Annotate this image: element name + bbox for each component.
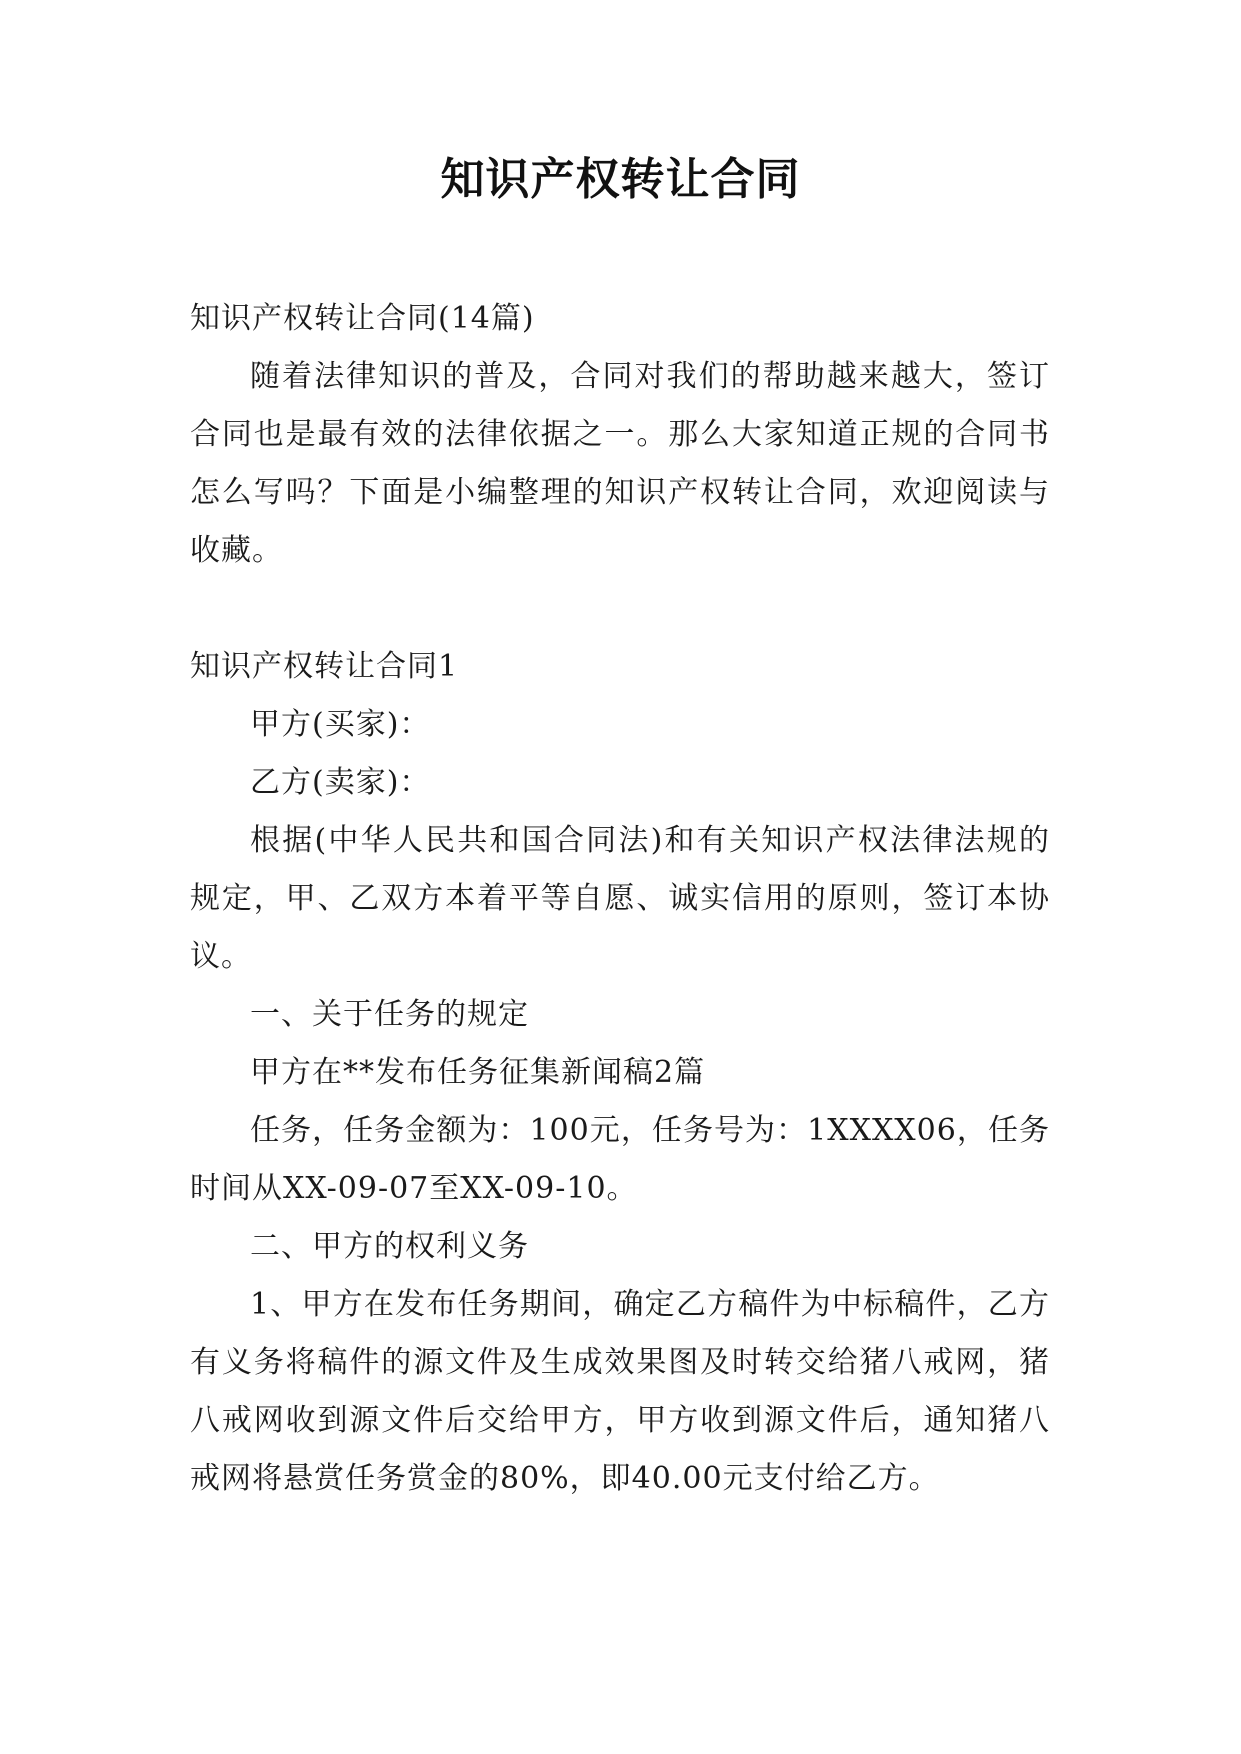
document-body xyxy=(190,290,1050,1508)
paragraph-gap xyxy=(190,580,1050,638)
task-line: 甲方在**发布任务征集新闻稿2篇 xyxy=(250,1055,706,1090)
document-title: 知识产权转让合同 xyxy=(440,154,801,205)
task-detail-paragraph: 任务，任务金额为：100元，任务号为：1XXXX06，任务时间从XX-09-07至XX-09-10。 xyxy=(190,1113,1050,1206)
basis-paragraph: 根据(中华人民共和国合同法)和有关知识产权法律法规的规定，甲、乙双方本着平等自愿、诚实信用的原则，签订本协议。 xyxy=(190,823,1050,974)
clause-2-item-1: 1、甲方在发布任务期间，确定乙方稿件为中标稿件，乙方有义务将稿件的源文件及生成效果图及时转交给猪八戒网，猪八戒网收到源文件后交给甲方，甲方收到源文件后，通知猪八戒网将悬赏任务赏金的80%，即40.00元支付给乙方。 xyxy=(190,1287,1050,1496)
party-b-line: 乙方(卖家)： xyxy=(250,765,431,800)
clause-heading-2: 二、甲方的权利义务 xyxy=(250,1229,529,1264)
party-a-line: 甲方(买家)： xyxy=(250,707,431,742)
section-heading: 知识产权转让合同1 xyxy=(190,649,459,684)
doc-subtitle: 知识产权转让合同(14篇) xyxy=(190,301,535,336)
clause-heading-1: 一、关于任务的规定 xyxy=(250,997,529,1032)
intro-paragraph: 随着法律知识的普及，合同对我们的帮助越来越大，签订合同也是最有效的法律依据之一。那么大家知道正规的合同书怎么写吗？下面是小编整理的知识产权转让合同，欢迎阅读与收藏。 xyxy=(190,359,1050,568)
